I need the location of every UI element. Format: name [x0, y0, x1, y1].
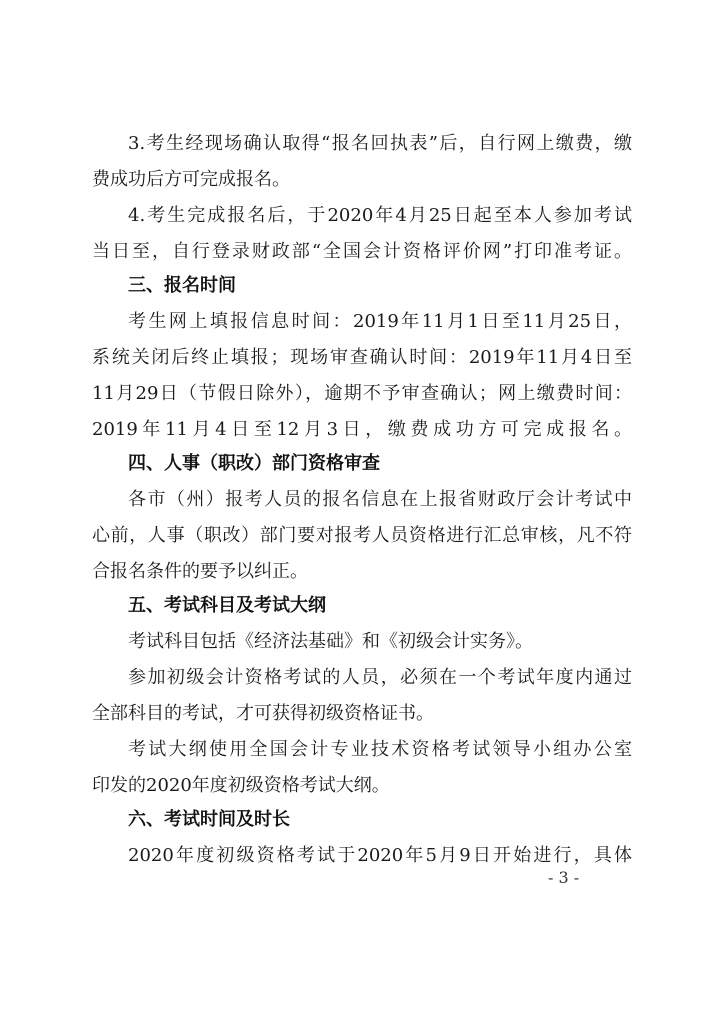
section-3-line-2: 系统关闭后终止填报；现场审查确认时间：2019年11月4日至	[92, 347, 632, 368]
section-6-line-1: 2020年度初级资格考试于2020年5月9日开始进行，具体	[128, 845, 632, 866]
section-4-line-2: 心前，人事（职改）部门要对报考人员资格进行汇总审核，凡不符	[92, 525, 632, 546]
section-4-heading: 四、人事（职改）部门资格审查	[128, 453, 380, 474]
section-3-line-3: 11月29日（节假日除外），逾期不予审查确认；网上缴费时间：	[92, 383, 632, 404]
section-6-heading: 六、考试时间及时长	[128, 809, 290, 830]
section-5-para-3-line-2: 印发的2020年度初级资格考试大纲。	[92, 775, 390, 796]
section-5-para-2-line-1: 参加初级会计资格考试的人员，必须在一个考试年度内通过	[128, 667, 632, 688]
page-number: - 3 -	[548, 868, 580, 887]
section-5-heading: 五、考试科目及考试大纲	[128, 595, 326, 616]
section-3-line-4: 2019年11月4日至12月3日，缴费成功方可完成报名。	[92, 419, 632, 440]
section-4-line-3: 合报名条件的要予以纠正。	[92, 561, 308, 582]
section-3-line-1: 考生网上填报信息时间：2019年11月1日至11月25日，	[128, 311, 632, 332]
section-5-para-3-line-1: 考试大纲使用全国会计专业技术资格考试领导小组办公室	[128, 739, 632, 760]
section-3-heading: 三、报名时间	[128, 275, 236, 296]
paragraph-3-line-1: 3.考生经现场确认取得“报名回执表”后，自行网上缴费，缴	[128, 133, 632, 154]
section-5-para-2-line-2: 全部科目的考试，才可获得初级资格证书。	[92, 703, 434, 724]
paragraph-4-line-2: 当日至，自行登录财政部“全国会计资格评价网”打印准考证。	[92, 241, 632, 262]
paragraph-3-line-2: 费成功后方可完成报名。	[92, 169, 290, 190]
section-5-para-1-line-1: 考试科目包括《经济法基础》和《初级会计实务》。	[128, 631, 533, 652]
paragraph-4-line-1: 4.考生完成报名后，于2020年4月25日起至本人参加考试	[128, 205, 632, 226]
section-4-line-1: 各市（州）报考人员的报名信息在上报省财政厅会计考试中	[128, 489, 632, 510]
